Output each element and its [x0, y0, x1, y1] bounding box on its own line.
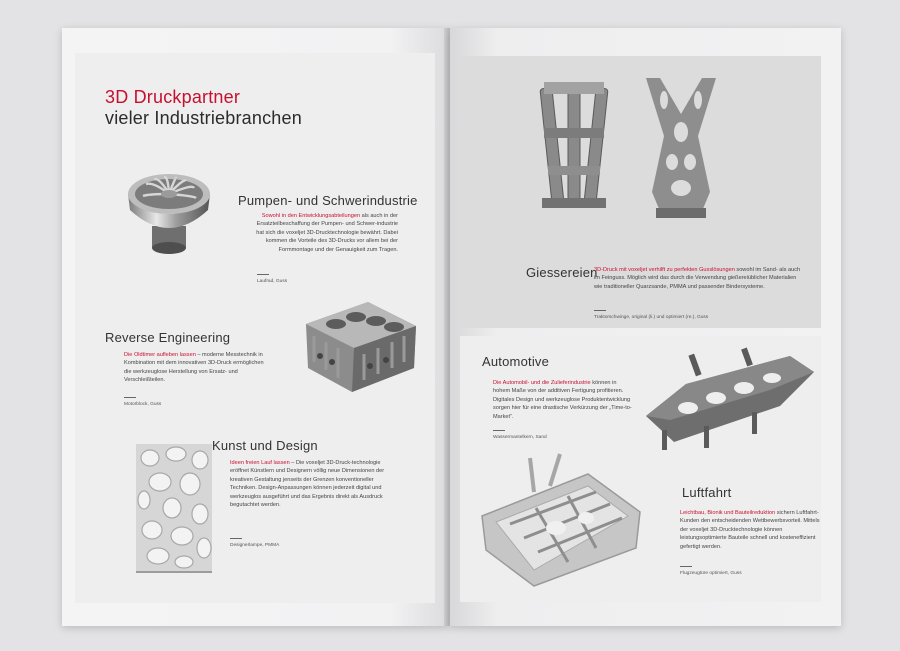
- section-text-giessereien: sowohl im Sand- als auch im Feinguss. Möglich wird das durch die Verwendung gießereiüblicher Materialien wie traditioneller Quarzsande, PMMA und passender Bindersysteme.: [594, 267, 801, 290]
- headline-line1: 3D Druckpartner: [105, 87, 241, 107]
- section-title-kunst: Kunst und Design: [212, 438, 318, 453]
- section-title-luftfahrt: Luftfahrt: [682, 485, 732, 500]
- section-body-reverse: [124, 351, 272, 385]
- water-jacket-core-image: [640, 346, 820, 456]
- left-page: [62, 28, 448, 626]
- section-text-automotive: können in hohem Maße von der additiven Fertigung profitieren. Digitales Design und werkzeuglose Produktentwicklung sorgen hier für eine drastische Verkürzung der „Time-to-Market“.: [493, 380, 632, 420]
- impeller-image: [124, 164, 214, 274]
- tractor-swing-optimized-image: [638, 74, 724, 220]
- section-body-automotive: [493, 379, 635, 421]
- caption-rule: [124, 397, 136, 398]
- section-highlight-pumpen: Sowohl in den Entwicklungsabteilungen: [261, 213, 361, 219]
- section-text-pumpen: als auch in der Ersatzteilbeschaffung der Pumpen- und Schwer-industrie hat sich die voxeljet 3D-Drucktechnologie bewährt. Dabei kommen die Vorteile des 3D-Drucks vor allem bei der Formmontage und der Genauigkeit zum Tragen.: [256, 213, 398, 253]
- caption-reverse: Motorblock, Guss: [124, 402, 162, 407]
- caption-luftfahrt: Flugzeugtüre optimiert, Guss: [680, 571, 742, 576]
- caption-rule: [594, 310, 606, 311]
- caption-automotive: Wassermantelkern, Sand: [493, 435, 547, 440]
- caption-rule: [230, 538, 242, 539]
- section-title-automotive: Automotive: [482, 354, 550, 369]
- caption-giessereien: Traktorschwinge, original (li.) und optimiert (re.), Guss: [594, 315, 709, 320]
- caption-rule: [257, 274, 269, 275]
- section-text-reverse: – moderne Messtechnik in Kombination mit dem innovativen 3D-Druck ermöglichen die werkzeuglose Herstellung von Ersatz- und Verschleißteilen.: [124, 352, 264, 384]
- section-highlight-kunst: Ideen freien Lauf lassen: [230, 460, 290, 466]
- section-title-giessereien: Giessereien: [526, 265, 598, 280]
- section-body-pumpen: [248, 212, 398, 254]
- designer-lamp-image: [130, 438, 218, 578]
- section-body-giessereien: [594, 266, 806, 291]
- section-text-kunst: – Die voxeljet 3D-Druck-technologie eröffnet Künstlern und Designern völlig neue Dimensionen der kreativen Gestaltung jenseits der Grenzen konventioneller Techniken. Design-Anpassungen können jederzeit digital und werkzeuglos ausgeführt und das Ergebnis direkt als Ausdruck begutachtet werden.: [230, 460, 385, 509]
- section-text-luftfahrt: sichern Luftfahrt-Kunden den entscheidenden Wettbewerbsvorteil. Mittels der voxeljet 3D-Drucktechnologie können leistungsoptimierte Bauteile schnell und kosteneffizient gefertigt werden.: [680, 510, 820, 550]
- section-title-pumpen: Pumpen- und Schwerindustrie: [238, 193, 418, 208]
- section-title-reverse: Reverse Engineering: [105, 330, 231, 345]
- caption-pumpen: Laufrad, Guss: [257, 279, 288, 284]
- section-body-luftfahrt: [680, 509, 820, 551]
- section-highlight-giessereien: 3D-Druck mit voxeljet verhilft zu perfekten Gusslösungen: [594, 267, 735, 273]
- aircraft-door-image: [476, 452, 646, 592]
- section-highlight-luftfahrt: Leichtbau, Bionik und Bauteilreduktion: [680, 510, 776, 516]
- caption-rule: [493, 430, 505, 431]
- section-body-kunst: [230, 459, 396, 509]
- engine-block-image: [298, 296, 422, 396]
- right-page: [450, 28, 841, 626]
- tractor-swing-original-image: [538, 74, 610, 214]
- caption-kunst: Designerlampe, PMMA: [230, 543, 280, 548]
- section-highlight-reverse: Die Oldtimer aufleben lassen: [124, 352, 196, 358]
- section-highlight-automotive: Die Automobil- und die Zulieferindustrie: [493, 380, 591, 386]
- caption-rule: [680, 566, 692, 567]
- brochure-spread: [62, 28, 841, 626]
- headline-line2: vieler Industriebranchen: [105, 108, 302, 128]
